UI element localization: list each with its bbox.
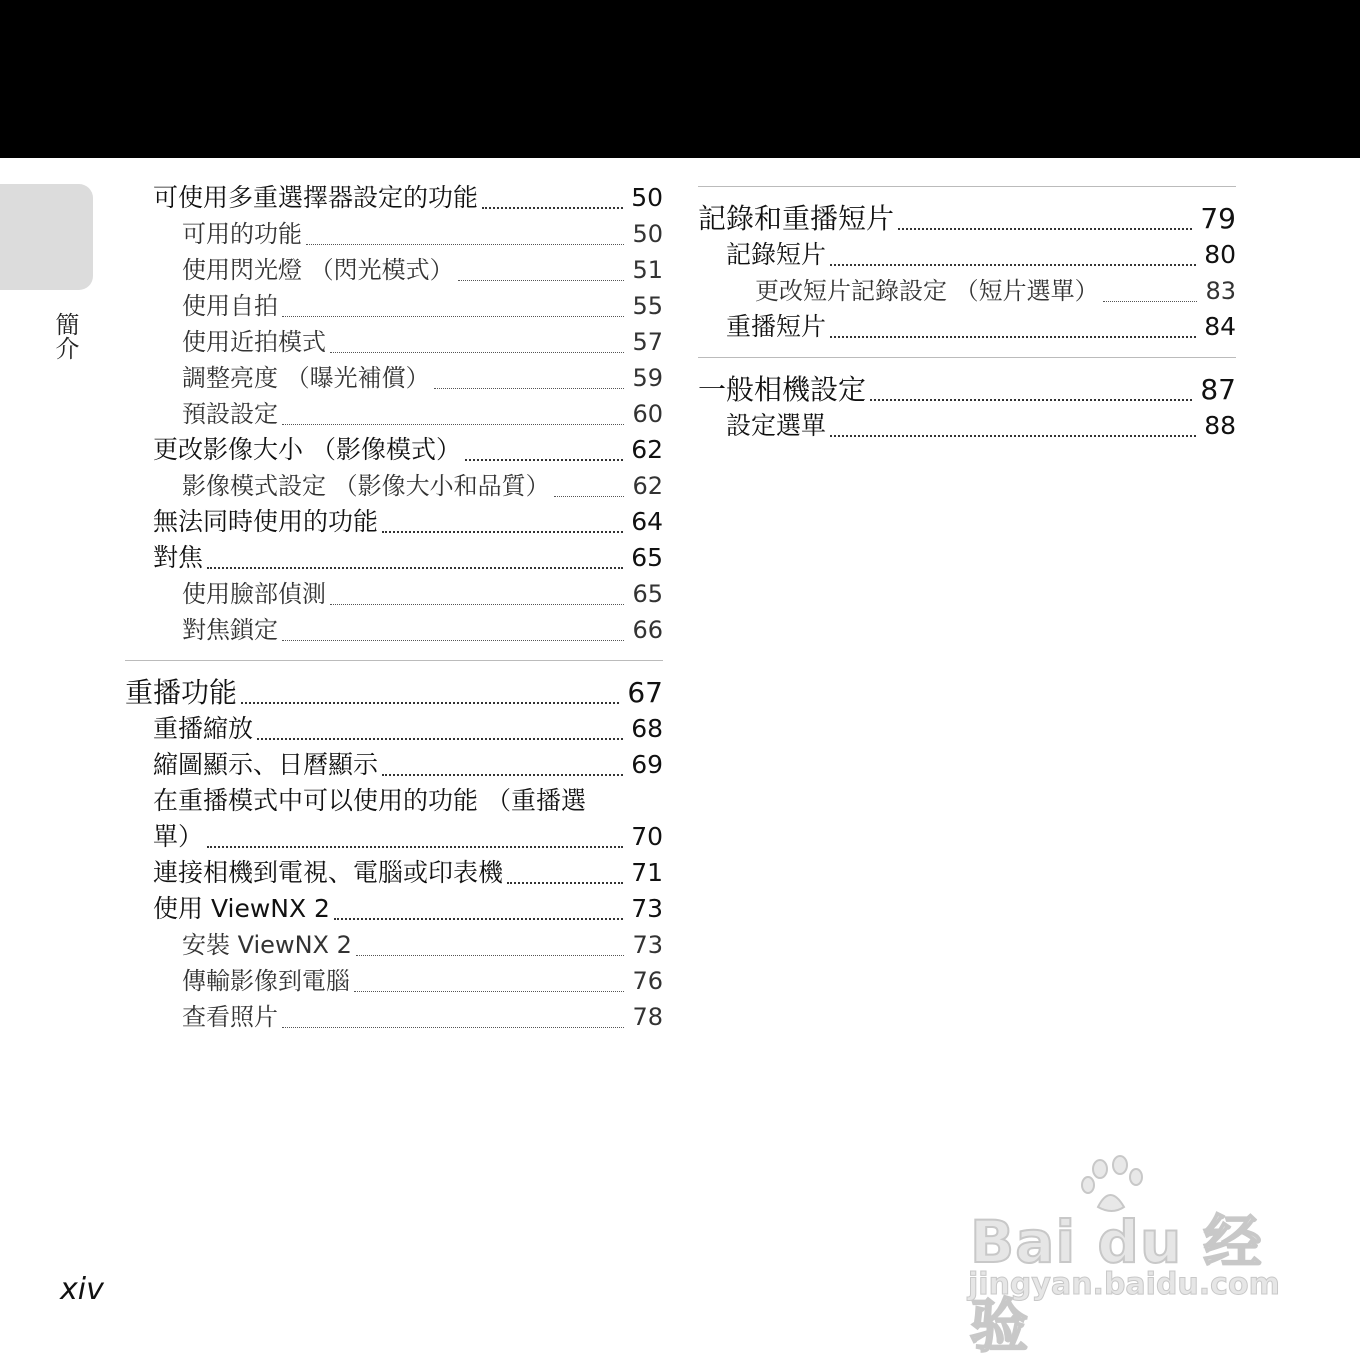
toc-title: 查看照片 — [182, 1003, 278, 1031]
toc-page: 78 — [632, 1003, 663, 1031]
toc-page: 55 — [632, 292, 663, 320]
toc-page: 84 — [1204, 312, 1236, 341]
toc-leader — [1103, 301, 1198, 302]
toc-section-playback — [125, 660, 663, 1035]
toc-entry[interactable] — [125, 711, 663, 747]
toc-page: 67 — [627, 676, 663, 709]
toc-leader — [241, 702, 619, 704]
toc-leader — [207, 846, 623, 848]
toc-leader — [207, 567, 623, 569]
toc-title: 傳輸影像到電腦 — [182, 967, 350, 995]
toc-leader — [354, 991, 624, 992]
toc-leader — [507, 882, 623, 884]
toc-page: 64 — [631, 507, 663, 536]
toc-entry[interactable] — [125, 963, 663, 999]
toc-entry[interactable] — [125, 324, 663, 360]
toc-leader — [458, 280, 625, 281]
toc-page: 76 — [632, 967, 663, 995]
toc-leader — [356, 955, 625, 956]
toc-entry[interactable] — [125, 855, 663, 891]
toc-title: 重播短片 — [726, 312, 827, 341]
toc-page: 79 — [1200, 202, 1236, 235]
toc-leader — [434, 388, 625, 389]
toc-title: 重播縮放 — [153, 714, 254, 743]
toc-title: 使用閃光燈 （閃光模式） — [182, 256, 454, 284]
toc-entry[interactable] — [125, 180, 663, 216]
toc-leader — [282, 1027, 624, 1028]
toc-entry[interactable] — [698, 408, 1236, 444]
toc-entry[interactable] — [125, 360, 663, 396]
toc-entry[interactable] — [698, 237, 1236, 273]
toc-page: 50 — [631, 183, 663, 212]
toc-page: 65 — [631, 543, 663, 572]
toc-title: 使用近拍模式 — [182, 328, 326, 356]
toc-title: 使用 ViewNX 2 — [153, 894, 330, 923]
toc-title: 可用的功能 — [182, 220, 302, 248]
toc-leader — [482, 207, 623, 209]
toc-leader — [870, 399, 1192, 401]
toc-page: 70 — [631, 822, 663, 851]
toc-right-column — [698, 186, 1236, 444]
watermark-url-text: jingyan.baidu.com — [968, 1267, 1280, 1302]
toc-entry[interactable] — [125, 540, 663, 576]
toc-title: 無法同時使用的功能 — [153, 507, 379, 536]
baidu-watermark — [960, 1155, 1280, 1360]
toc-entry[interactable] — [125, 927, 663, 963]
toc-title: 更改影像大小 （影像模式） — [153, 435, 461, 464]
toc-title: 對焦 — [153, 543, 204, 572]
toc-leader — [306, 244, 624, 245]
chapter-tab[interactable] — [0, 184, 93, 290]
toc-page: 88 — [1204, 411, 1236, 440]
toc-entry[interactable] — [125, 576, 663, 612]
toc-page: 66 — [632, 616, 663, 644]
toc-page: 87 — [1200, 373, 1236, 406]
toc-entry[interactable] — [125, 891, 663, 927]
toc-title: 連接相機到電視、電腦或印表機 — [153, 858, 504, 887]
toc-title: 調整亮度 （曝光補償） — [182, 364, 430, 392]
top-black-bar — [0, 0, 1360, 158]
toc-leader — [282, 424, 624, 425]
toc-entry[interactable] — [698, 309, 1236, 345]
toc-leader — [330, 352, 624, 353]
toc-page: 65 — [632, 580, 663, 608]
toc-leader — [382, 774, 623, 776]
toc-page: 60 — [632, 400, 663, 428]
toc-left-column — [125, 180, 663, 1035]
toc-page: 51 — [632, 256, 663, 284]
toc-title: 記錄短片 — [726, 240, 827, 269]
watermark-main-text: Bai du 经验 — [970, 1208, 1263, 1360]
toc-leader — [465, 459, 623, 461]
toc-title: 預設設定 — [182, 400, 278, 428]
toc-title-line1: 在重播模式中可以使用的功能 （重播選 — [153, 786, 586, 815]
toc-page: 57 — [632, 328, 663, 356]
toc-section-header[interactable] — [125, 675, 663, 711]
toc-title: 縮圖顯示、日曆顯示 — [153, 750, 379, 779]
toc-title: 更改短片記錄設定 （短片選單） — [755, 277, 1099, 305]
toc-leader — [830, 435, 1196, 437]
toc-title: 影像模式設定 （影像大小和品質） — [182, 472, 550, 500]
toc-entry[interactable] — [125, 504, 663, 540]
toc-leader — [898, 228, 1192, 230]
toc-entry-wrapped[interactable] — [125, 783, 663, 855]
toc-leader — [257, 738, 623, 740]
toc-title-line2-row — [125, 819, 663, 855]
toc-leader — [830, 264, 1196, 266]
toc-title: 記錄和重播短片 — [698, 202, 895, 235]
toc-page: 71 — [631, 858, 663, 887]
toc-page: 68 — [631, 714, 663, 743]
toc-leader — [382, 531, 623, 533]
toc-entry[interactable] — [125, 999, 663, 1035]
toc-title: 可使用多重選擇器設定的功能 — [153, 183, 479, 212]
toc-title-line2: 單） — [153, 822, 204, 851]
toc-section-setup — [698, 357, 1236, 444]
toc-title: 重播功能 — [125, 676, 238, 709]
toc-entry[interactable] — [125, 396, 663, 432]
toc-leader — [330, 604, 624, 605]
toc-entry[interactable] — [125, 252, 663, 288]
toc-leader — [282, 316, 624, 317]
toc-page: 59 — [632, 364, 663, 392]
toc-title: 使用自拍 — [182, 292, 278, 320]
toc-page: 62 — [631, 435, 663, 464]
toc-leader — [830, 336, 1196, 338]
toc-entry[interactable] — [125, 612, 663, 648]
toc-page: 80 — [1204, 240, 1236, 269]
toc-leader — [282, 640, 624, 641]
toc-title: 安裝 ViewNX 2 — [182, 931, 352, 959]
page-number: xiv — [60, 1272, 104, 1307]
toc-page: 50 — [632, 220, 663, 248]
toc-page: 62 — [632, 472, 663, 500]
toc-page: 73 — [632, 931, 663, 959]
toc-section-header[interactable] — [698, 201, 1236, 237]
toc-group-a — [125, 180, 663, 648]
toc-entry[interactable] — [125, 747, 663, 783]
toc-title: 對焦鎖定 — [182, 616, 278, 644]
toc-entry[interactable] — [698, 273, 1236, 309]
toc-title: 一般相機設定 — [698, 373, 867, 406]
toc-leader — [554, 496, 625, 497]
toc-leader — [334, 918, 623, 920]
toc-entry[interactable] — [125, 468, 663, 504]
toc-entry[interactable] — [125, 288, 663, 324]
chapter-label: 簡介 — [51, 312, 79, 360]
toc-title: 使用臉部偵測 — [182, 580, 326, 608]
toc-page: 73 — [631, 894, 663, 923]
toc-section-header[interactable] — [698, 372, 1236, 408]
toc-title: 設定選單 — [726, 411, 827, 440]
toc-entry[interactable] — [125, 432, 663, 468]
toc-entry[interactable] — [125, 216, 663, 252]
toc-page: 69 — [631, 750, 663, 779]
toc-page: 83 — [1205, 277, 1236, 305]
toc-section-movies — [698, 186, 1236, 345]
